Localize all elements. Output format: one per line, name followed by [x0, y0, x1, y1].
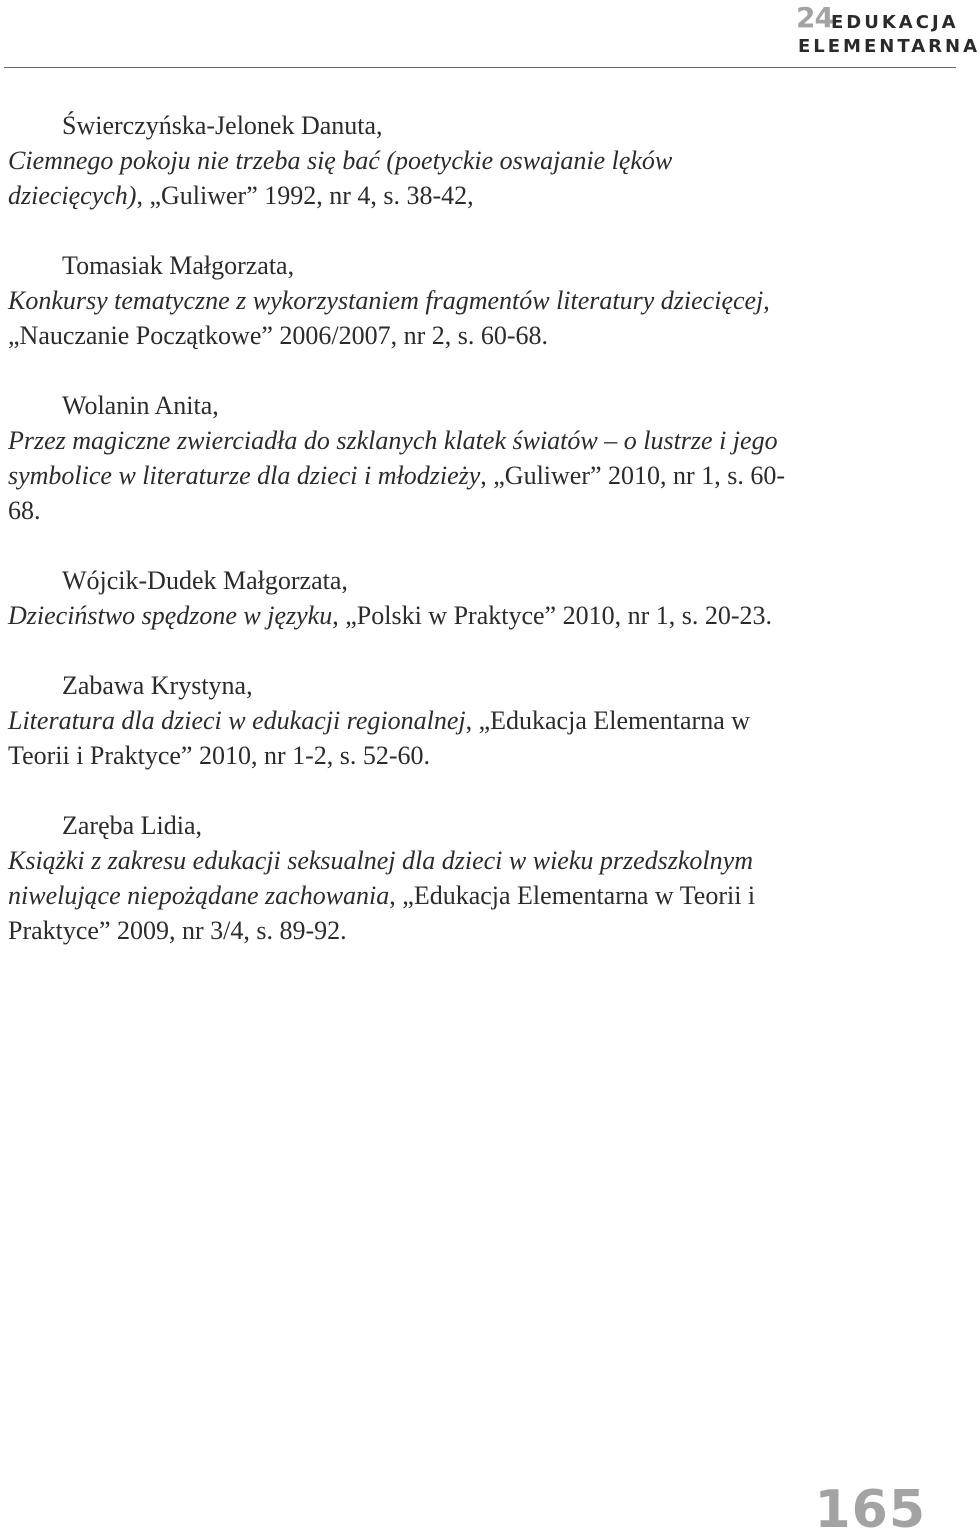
entry-title: Przez magiczne zwierciadła do szklanych klatek światów – o lustrze i jego symbolice w literaturze dla dzieci i młodzieży: [8, 426, 778, 490]
entry-author: Wójcik-Dudek Małgorzata,: [62, 566, 348, 595]
journal-logo: [796, 1, 980, 57]
bibliography-entry: [8, 108, 808, 213]
logo-title-line2: ELEMENTARNA: [798, 36, 980, 57]
entry-source: , „Guliwer” 2010, nr 1, s. 60-68.: [8, 461, 785, 525]
entry-author: Wolanin Anita,: [62, 391, 219, 420]
entry-title: Literatura dla dzieci w edukacji regionalnej: [8, 706, 466, 735]
entry-source: , „Guliwer” 1992, nr 4, s. 38-42,: [136, 181, 474, 210]
bibliography-entry: [8, 563, 808, 633]
entry-source: , „Edukacja Elementarna w Teorii i Praktyce” 2009, nr 3/4, s. 89-92.: [8, 881, 756, 945]
entry-author: Zaręba Lidia,: [62, 811, 203, 840]
bibliography-list: [8, 108, 808, 948]
entry-title: Ciemnego pokoju nie trzeba się bać (poetyckie oswajanie lęków dziecięcych): [8, 146, 673, 210]
bibliography-entry: [8, 668, 808, 773]
entry-title: Konkursy tematyczne z wykorzystaniem fragmentów literatury dziecięcej: [8, 286, 764, 315]
page-number: 165: [814, 1480, 926, 1540]
entry-source: , „Edukacja Elementarna w Teorii i Praktyce” 2010, nr 1-2, s. 52-60.: [8, 706, 751, 770]
logo-title-line1: EDUKACJA: [831, 12, 959, 33]
header-divider: [4, 67, 956, 68]
entry-author: Zabawa Krystyna,: [62, 671, 253, 700]
logo-issue-number: 24: [796, 1, 833, 34]
entry-source: , „Polski w Praktyce” 2010, nr 1, s. 20-23.: [332, 601, 773, 630]
entry-title: Dzieciństwo spędzone w języku: [8, 601, 333, 630]
entry-title: Książki z zakresu edukacji seksualnej dla dzieci w wieku przedszkolnym niwelujące niepożądane zachowania: [8, 846, 753, 910]
bibliography-entry: [8, 248, 808, 353]
bibliography-entry: [8, 388, 808, 528]
entry-author: Świerczyńska-Jelonek Danuta,: [62, 111, 383, 140]
entry-source: , „Nauczanie Początkowe” 2006/2007, nr 2, s. 60-68.: [8, 286, 770, 350]
bibliography-entry: [8, 808, 808, 948]
entry-author: Tomasiak Małgorzata,: [62, 251, 295, 280]
